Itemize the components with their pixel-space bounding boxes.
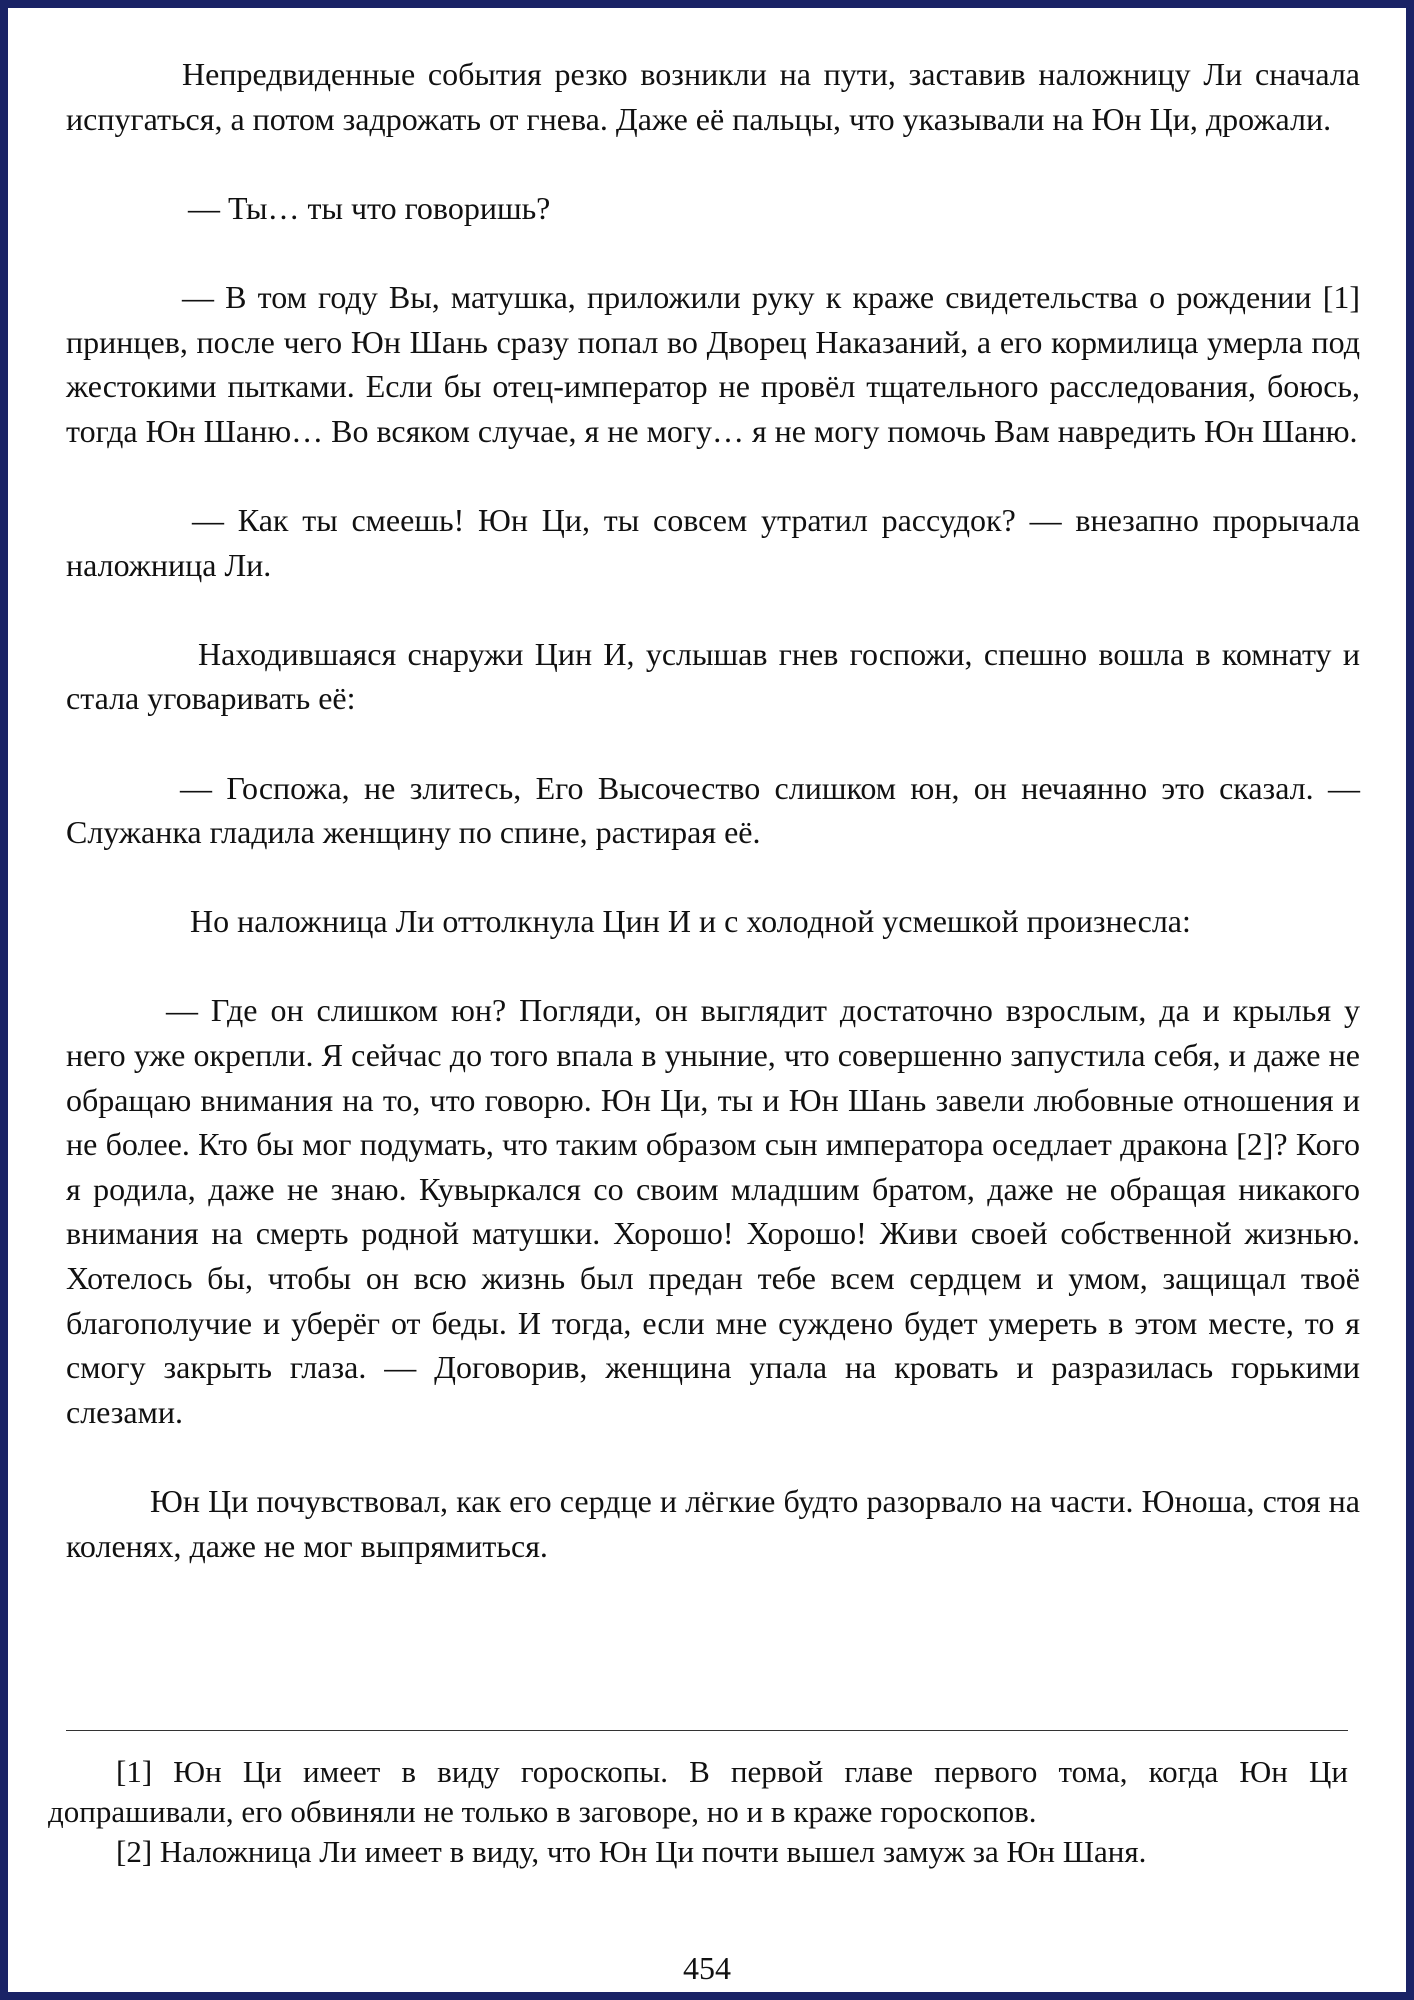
paragraph-narration-1: Непредвиденные события резко возникли на пути, заставив наложницу Ли сначала испугаться, а потом задрожать от гнева. Даже её пальцы, что указывали на Юн Ци, дрожали. xyxy=(66,56,1360,137)
main-text xyxy=(66,52,1360,1568)
paragraph-dialogue-2: — В том году Вы, матушка, приложили руку к краже свидетельства о рождении [1] принцев, после чего Юн Шань сразу попал во Дворец Наказаний, а его кормилица умерла под жестокими пытками. Если бы отец-император не провёл тщательного расследования, боюсь, тогда Юн Шаню… Во всяком случае, я не могу… я не могу помочь Вам навредить Юн Шаню. xyxy=(66,278,1360,449)
paragraph-narration-4: Юн Ци почувствовал, как его сердце и лёгкие будто разорвало на части. Юноша, стоя на коленях, даже не мог выпрямиться. xyxy=(66,1483,1360,1564)
paragraph-dialogue-3: — Как ты смеешь! Юн Ци, ты совсем утратил рассудок? — внезапно прорычала наложница Ли. xyxy=(66,501,1360,583)
footnote-2: [2] Наложница Ли имеет в виду, что Юн Ци почти вышел замуж за Юн Шаня. xyxy=(116,1834,1147,1869)
footnote-divider xyxy=(66,1730,1348,1731)
page-number: 454 xyxy=(683,1950,731,1986)
paragraph-narration-2: Находившаяся снаружи Цин И, услышав гнев госпожи, спешно вошла в комнату и стала уговаривать её: xyxy=(66,635,1360,717)
footnotes xyxy=(48,1752,1348,1872)
paragraph-dialogue-5: — Где он слишком юн? Погляди, он выглядит достаточно взрослым, да и крылья у него уже окрепли. Я сейчас до того впала в уныние, что совершенно запустила себя, и даже не обращаю внимания на то, что говорю. Юн Ци, ты и Юн Шань завели любовные отношения и не более. Кто бы мог подумать, что таким образом сын императора оседлает дракона [2]? Кого я родила, даже не знаю. Кувыркался со своим младшим братом, даже не обращая никакого внимания на смерть родной матушки. Хорошо! Хорошо! Живи своей собственной жизнью. Хотелось бы, чтобы он всю жизнь был предан тебе всем сердцем и умом, защищал твоё благополучие и уберёг от беды. И тогда, если мне суждено будет умереть в этом месте, то я смогу закрыть глаза. — Договорив, женщина упала на кровать и разразилась горькими слезами. xyxy=(66,992,1360,1430)
paragraph-narration-3: Но наложница Ли оттолкнула Цин И и с холодной усмешкой произнесла: xyxy=(190,903,1191,940)
paragraph-dialogue-4: — Госпожа, не злитесь, Его Высочество слишком юн, он нечаянно это сказал. — Служанка гладила женщину по спине, растирая её. xyxy=(66,769,1360,851)
footnote-1: [1] Юн Ци имеет в виду гороскопы. В первой главе первого тома, когда Юн Ци допрашивали, его обвиняли не только в заговоре, но и в краже гороскопов. xyxy=(48,1754,1348,1829)
paragraph-dialogue-1: — Ты… ты что говоришь? xyxy=(188,189,551,226)
